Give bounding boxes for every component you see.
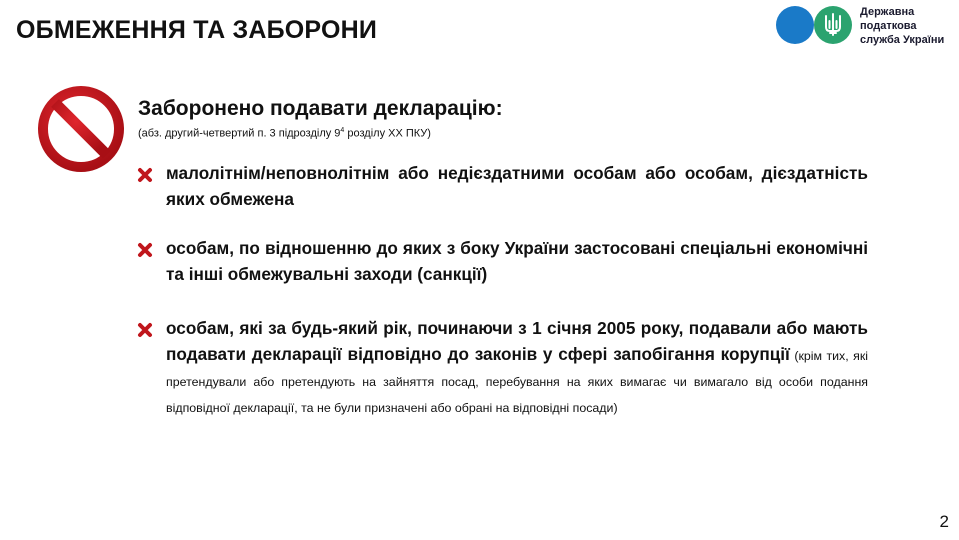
list-item-text: малолітнім/неповнолітнім або недієздатними особам або особам, дієздатність яких обмежена	[166, 163, 868, 209]
x-mark-icon	[137, 167, 153, 183]
logo-blue-circle	[776, 6, 814, 44]
x-mark-icon	[137, 322, 153, 338]
legal-reference-superscript: 4	[340, 127, 345, 134]
list-item	[166, 160, 868, 212]
list-item-main-text: особам, які за будь-який рік, починаючи з 1 січня 2005 року, подавали або мають подавати декларації відповідно до законів у сфері запобігання корупції	[166, 318, 868, 364]
dps-logo	[776, 5, 946, 47]
page-number: 2	[939, 512, 949, 531]
slide-title: ОБМЕЖЕННЯ ТА ЗАБОРОНИ	[16, 16, 378, 44]
main-heading: Заборонено подавати декларацію:	[138, 97, 503, 120]
logo-text	[860, 5, 944, 47]
list-item	[166, 235, 868, 287]
list-item-text	[166, 315, 868, 419]
logo-line-1: Державна	[860, 6, 915, 18]
prohibition-sign-icon	[36, 84, 126, 174]
list-item	[166, 315, 868, 419]
legal-reference	[138, 127, 431, 140]
list-item-note: (крім тих, які претендували або претендують на зайняття посад, перебування на яких вимагає чи вимагало від особи подання відповідної декларації, та не були призначені або обрані на відповідні посади)	[166, 349, 868, 415]
logo-line-2: податкова	[860, 20, 917, 32]
trident-icon	[823, 13, 843, 37]
logo-green-circle	[814, 6, 852, 44]
list-item-text: особам, по відношенню до яких з боку України застосовані спеціальні економічні та інші обмежувальні заходи (санкції)	[166, 238, 868, 284]
legal-reference-part1: (абз. другий-четвертий п. 3 підрозділу 9	[138, 127, 341, 140]
legal-reference-part2: розділу XX ПКУ)	[344, 127, 431, 140]
logo-line-3: служба України	[860, 34, 945, 46]
x-mark-icon	[137, 242, 153, 258]
